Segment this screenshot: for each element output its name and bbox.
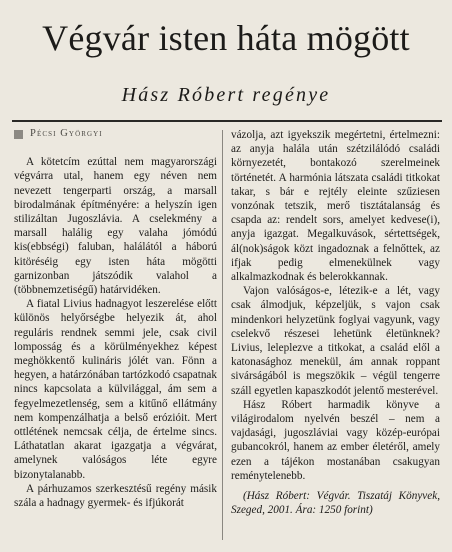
paragraph: A fiatal Livius hadnagyot leszerelése előtt különös helyőrségbe helyezik át, ahol reguláris rendnek semmi jele, csak civil lomposság és a körülményekhez képest meghökkentő kulináris jólét van. Fönn a hegyen, a határzónában tartózkodó csapatnak nincs kapcsolata a külvilággal, ám sem a fegyelmezetlenség, sem a kitűnő ellátmány nem kompenzálhatja a belső erózióit. Mert ottlétének nemcsak célja, de értelme sincs. Láthatatlan akarat igazgatja a végvárat, amelynek valóságos léte egyre bizonytalanabb. xyxy=(14,298,217,481)
author-name: Pécsi Györgyi xyxy=(30,128,103,139)
article-title: Végvár isten háta mögött xyxy=(42,18,410,58)
title-rule xyxy=(12,120,442,122)
paragraph: Hász Róbert harmadik könyve a világirodalom nyelvén beszél – nem a vajdasági, jugoszláviai vagy közép-európai gubancokról, hanem az ember életéről, amely ezen a tájékon mostanában csakugyan reménytelenebb. xyxy=(231,398,440,482)
paragraph: vázolja, azt igyekszik megértetni, értelmezni: az anyja halála után szétzilálódó családi környezetét, bontakozó szerelmeinek történetét. A harmónia látszata családi titkokat takar, s bár e rejtély eleinte szűziesen vonzónak tetszik, merő tisztátalanság és csapda az: rendelt sors, amelyet kedvese(i), anyja igazgat. Megalkuvások, sértettségek, ál(nok)ságok közt ingadoznak a felnőttek, az ifjak pedig elmenekülnek vagy alkalmazkodnak és belerokkannak. xyxy=(231,129,440,284)
bibliography: (Hász Róbert: Végvár. Tiszatáj Könyvek, Szeged, 2001. Ára: 1250 forint) xyxy=(231,490,440,517)
paragraph: Vajon valóságos-e, létezik-e a lét, vagy csak álmodjuk, képzeljük, s vajon csak mindenkori helyzetünk foglyai vagyunk, vagy cselekvő részesei lehetünk életünknek? Livius, leleplezve a titkokat, a család elől a katonasághoz menekül, ám annak roppant sivárságából is megszökik – végül tengerre száll egyetlen kapaszkodót jelentő mesterével. xyxy=(231,285,440,397)
column-divider xyxy=(222,130,223,540)
paragraph: A párhuzamos szerkesztésű regény másik szála a hadnagy gyermek- és ifjúkorát xyxy=(14,482,217,510)
byline xyxy=(14,127,217,141)
left-column xyxy=(14,126,217,510)
paragraph: A kötetcím ezúttal nem magyarországi végvárra utal, hanem egy néven nem nevezett tengerparti ország, a marsall birodalmának építményére: a helyszín igen stilizáltan Jugoszlávia. A cselekmény a marsall halálig egy valaha jómódú kis(ebbségi) faluban, halálától a háború kitöréséig egy isten háta mögötti garnizonban játszódik valahol a (többnemzetiségű) határvidéken. xyxy=(14,156,217,297)
byline-square-icon xyxy=(14,130,23,139)
article-subtitle: Hász Róbert regénye xyxy=(121,84,331,106)
right-column xyxy=(231,128,440,517)
